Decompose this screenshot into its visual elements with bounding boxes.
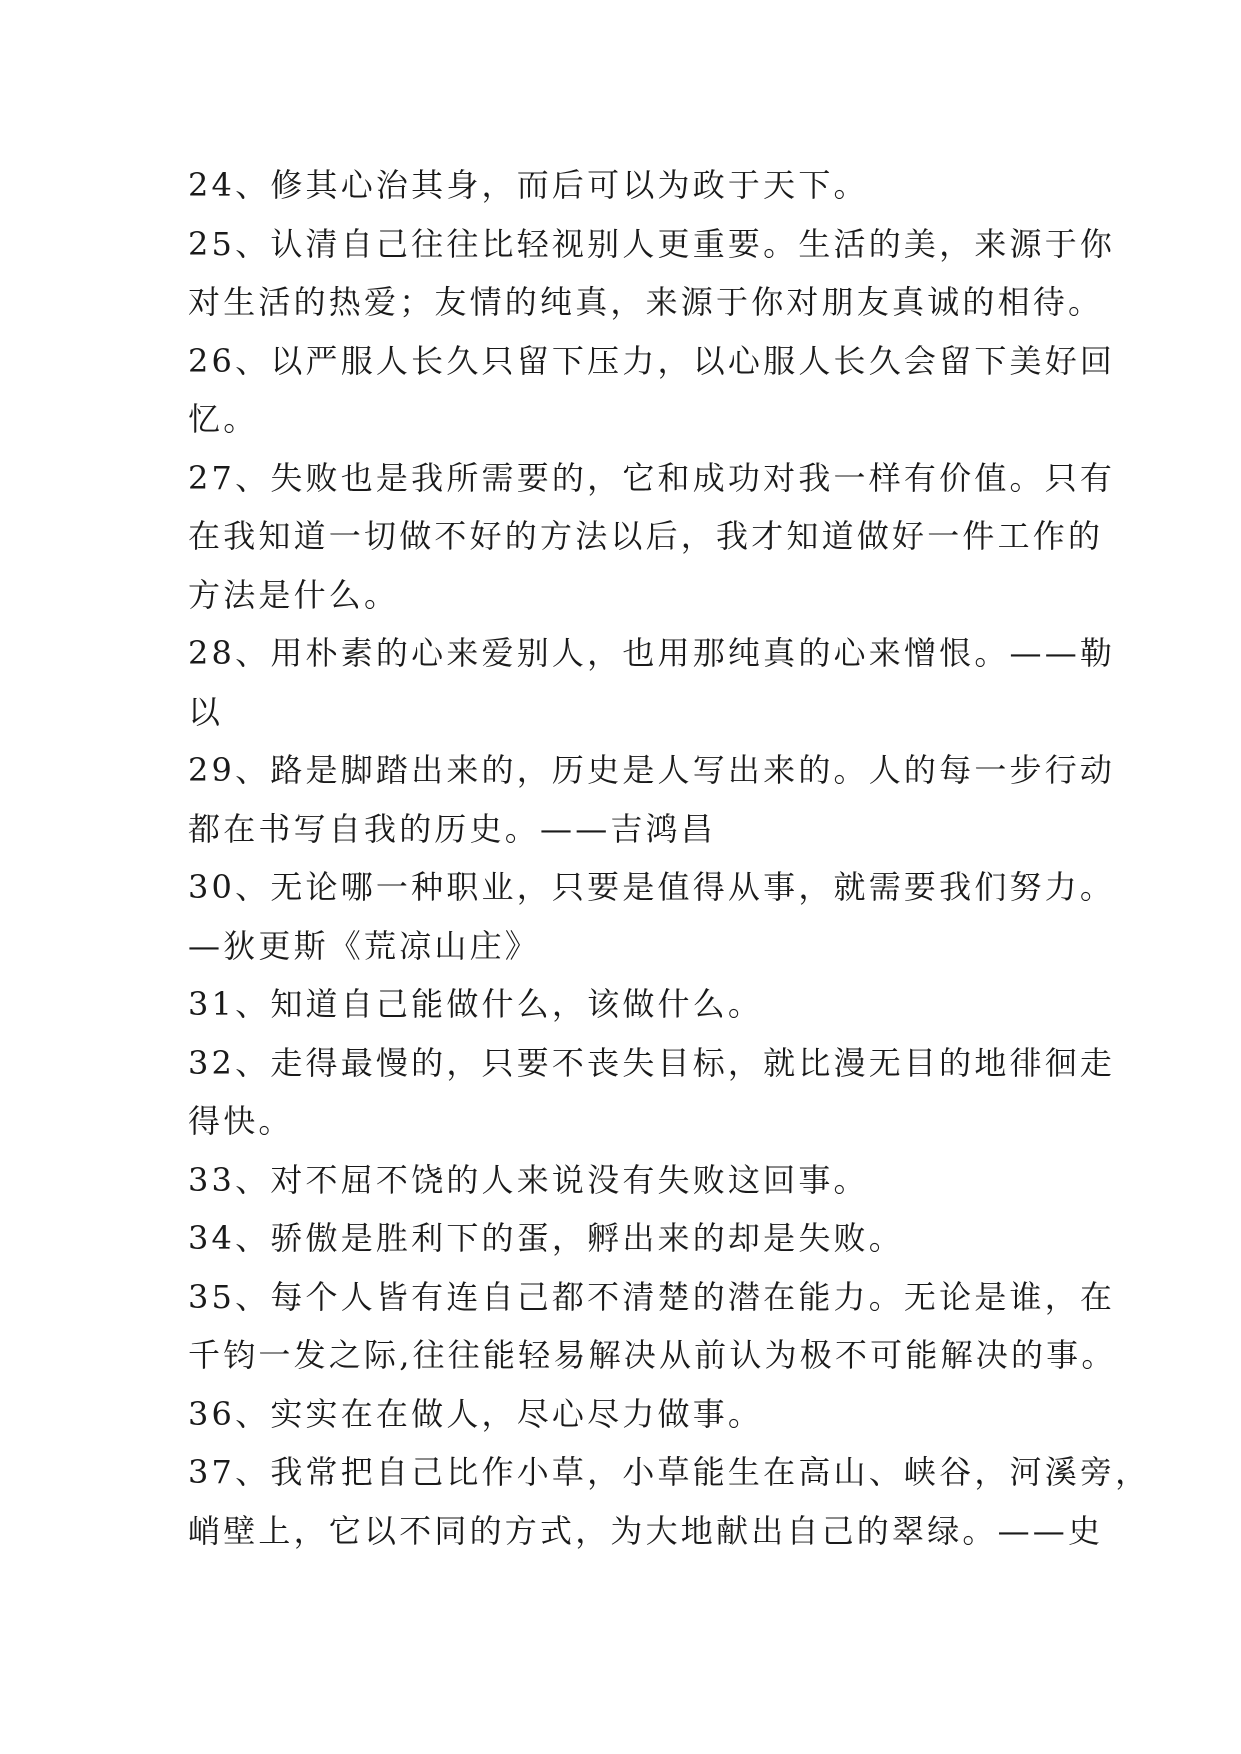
text-line: 忆。 [188,400,259,438]
text-line: 方法是什么。 [188,575,400,614]
text-line: 以 [188,692,224,731]
text-line: 24、修其心治其身，而后可以为政于天下。 [188,166,869,204]
text-line: —狄更斯《荒凉山庄》 [188,926,541,965]
text-line: 33、对不屈不饶的人来说没有失败这回事。 [188,1160,869,1199]
text-line: 26、以严服人长久只留下压力，以心服人长久会留下美好回 [188,341,1116,380]
text-line: 29、路是脚踏出来的，历史是人写出来的。人的每一步行动 [188,751,1116,789]
text-line: 30、无论哪一种职业，只要是值得从事，就需要我们努力。 [188,868,1116,906]
text-line: 得快。 [188,1102,294,1140]
text-line: 37、我常把自己比作小草，小草能生在高山、峡谷，河溪旁， [188,1453,1151,1491]
text-line: 对生活的热爱；友情的纯真，来源于你对朋友真诚的相待。 [188,283,1104,321]
text-line: 32、走得最慢的，只要不丧失目标，就比漫无目的地徘徊走 [188,1043,1116,1082]
text-line: 千钧一发之际,往往能轻易解决从前认为极不可能解决的事。 [188,1336,1117,1374]
text-line: 27、失败也是我所需要的，它和成功对我一样有价值。只有 [188,458,1116,497]
text-line: 在我知道一切做不好的方法以后，我才知道做好一件工作的 [188,517,1104,555]
text-line: 35、每个人皆有连自己都不清楚的潜在能力。无论是谁，在 [188,1277,1116,1316]
text-line: 31、知道自己能做什么，该做什么。 [188,985,764,1023]
text-line: 25、认清自己往往比轻视别人更重要。生活的美，来源于你 [188,224,1116,263]
text-line: 36、实实在在做人，尽心尽力做事。 [188,1394,764,1433]
text-line: 34、骄傲是胜利下的蛋，孵出来的却是失败。 [188,1219,904,1257]
text-line: 峭壁上，它以不同的方式，为大地献出自己的翠绿。——史 [188,1511,1104,1550]
text-line: 都在书写自我的历史。——吉鸿昌 [188,809,717,848]
text-line: 28、用朴素的心来爱别人，也用那纯真的心来憎恨。——勒 [188,634,1116,672]
text-body [188,156,1151,1560]
